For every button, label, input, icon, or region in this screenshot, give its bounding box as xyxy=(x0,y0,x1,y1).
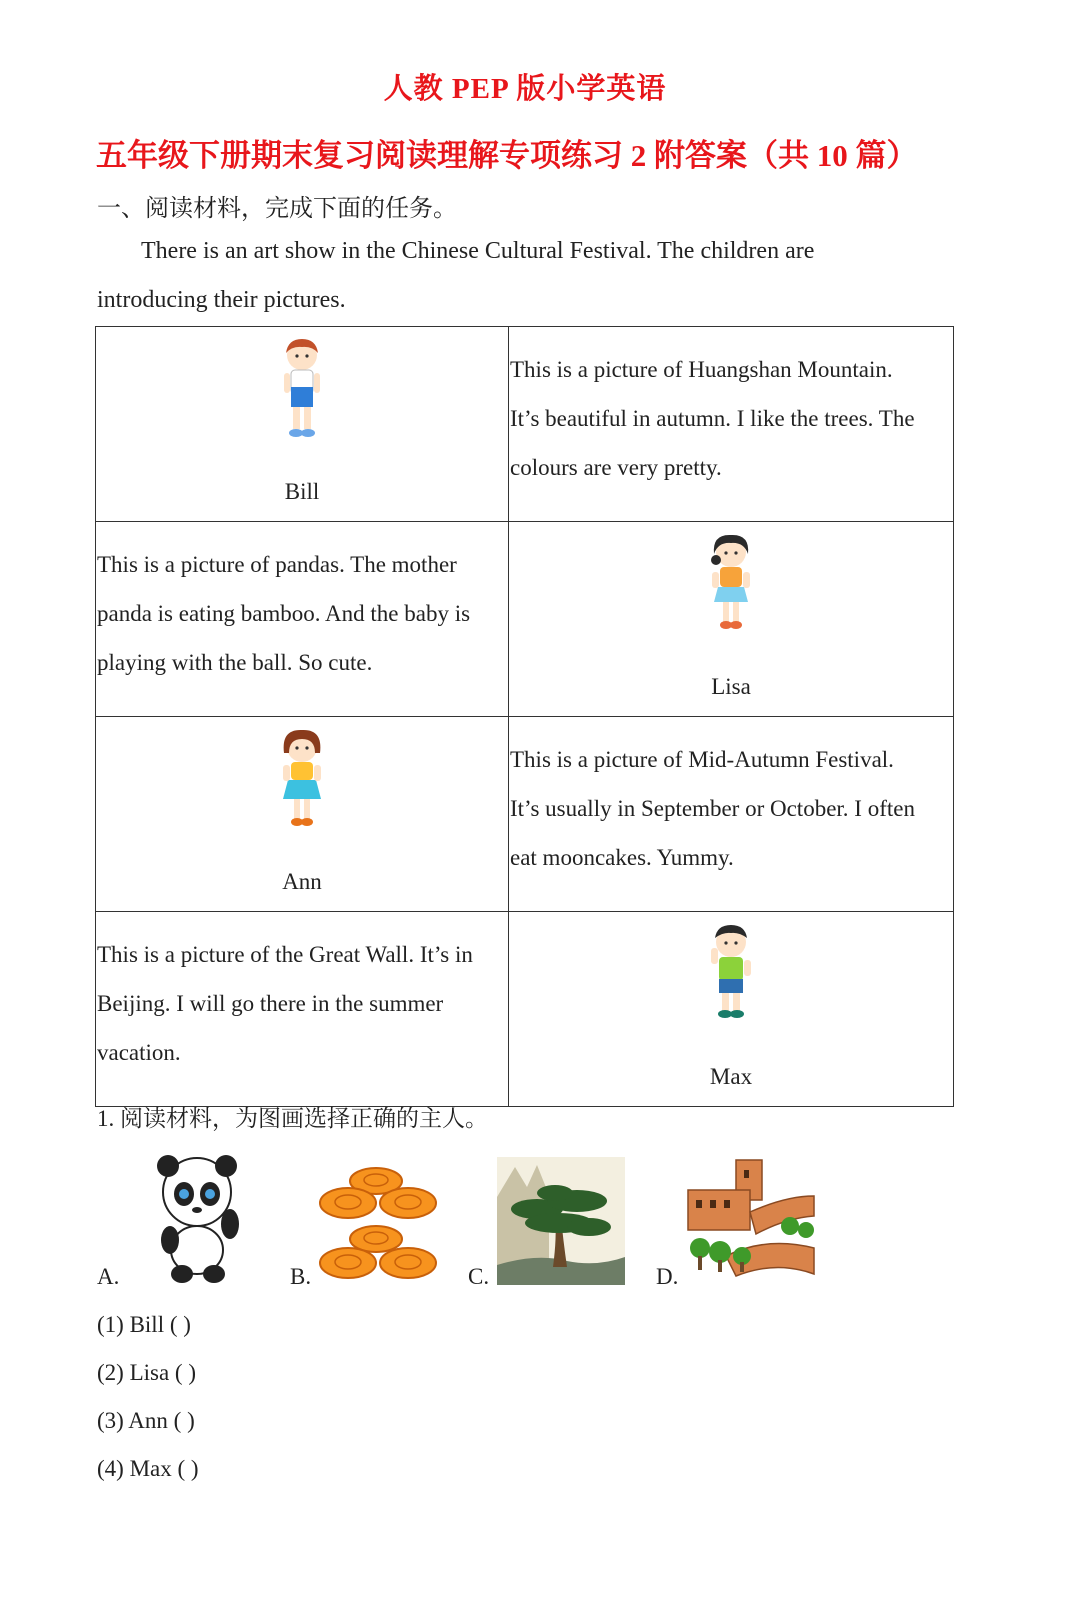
document-subtitle: 五年级下册期末复习阅读理解专项练习 2 附答案（共 10 篇） xyxy=(96,138,918,173)
table-row xyxy=(96,912,954,1107)
picture-cell-ann xyxy=(96,717,509,912)
name-max: Max xyxy=(709,1064,753,1089)
intro-line-1: There is an art show in the Chinese Cultural Festival. The children are xyxy=(141,238,815,264)
text-line: This is a picture of Mid-Autumn Festival. xyxy=(510,747,894,772)
text-cell-lisa xyxy=(96,522,509,717)
text-line: Beijing. I will go there in the summer xyxy=(97,991,444,1016)
text-line: playing with the ball. So cute. xyxy=(97,650,373,675)
text-cell-bill xyxy=(509,327,954,522)
text-line: This is a picture of pandas. The mother xyxy=(97,552,457,577)
girl-lisa-icon xyxy=(700,532,762,640)
boy-bill-icon xyxy=(272,337,332,447)
answer-item-ann: (3) Ann ( ) xyxy=(97,1408,195,1433)
table-row xyxy=(96,522,954,717)
table-row xyxy=(96,717,954,912)
pine-tree-icon xyxy=(497,1157,625,1285)
great-wall-icon xyxy=(686,1156,816,1280)
girl-ann-icon xyxy=(271,727,333,837)
text-cell-ann xyxy=(509,717,954,912)
text-cell-max xyxy=(96,912,509,1107)
answer-item-max: (4) Max ( ) xyxy=(97,1456,199,1481)
text-line: This is a picture of the Great Wall. It’s in xyxy=(97,942,473,967)
section-heading: 一、阅读材料，完成下面的任务。 xyxy=(97,196,457,222)
mooncakes-icon xyxy=(318,1165,438,1283)
picture-cell-bill xyxy=(96,327,509,522)
text-line: It’s beautiful in autumn. I like the trees. The xyxy=(510,406,915,431)
table-row xyxy=(96,327,954,522)
document-title: 人教 PEP 版小学英语 xyxy=(383,73,667,105)
option-a-label: A. xyxy=(97,1264,120,1289)
answer-item-bill: (1) Bill ( ) xyxy=(97,1312,191,1337)
name-lisa: Lisa xyxy=(711,674,751,699)
name-ann: Ann xyxy=(282,869,322,894)
text-line: eat mooncakes. Yummy. xyxy=(510,845,734,870)
text-line: It’s usually in September or October. I often xyxy=(510,796,915,821)
name-bill: Bill xyxy=(284,479,320,504)
text-line: panda is eating bamboo. And the baby is xyxy=(97,601,471,626)
text-line: This is a picture of Huangshan Mountain. xyxy=(510,357,893,382)
question-prompt: 1. 阅读材料，为图画选择正确的主人。 xyxy=(97,1106,488,1131)
option-d-label: D. xyxy=(656,1264,679,1289)
intro-line-2: introducing their pictures. xyxy=(97,287,346,313)
text-line: colours are very pretty. xyxy=(510,455,722,480)
option-b-label: B. xyxy=(290,1264,312,1289)
text-line: vacation. xyxy=(97,1040,181,1065)
boy-max-icon xyxy=(699,922,763,1030)
picture-cell-lisa xyxy=(509,522,954,717)
picture-cell-max xyxy=(509,912,954,1107)
reading-table xyxy=(95,326,954,1107)
panda-icon xyxy=(150,1152,245,1284)
answer-item-lisa: (2) Lisa ( ) xyxy=(97,1360,196,1385)
option-c-label: C. xyxy=(468,1264,490,1289)
